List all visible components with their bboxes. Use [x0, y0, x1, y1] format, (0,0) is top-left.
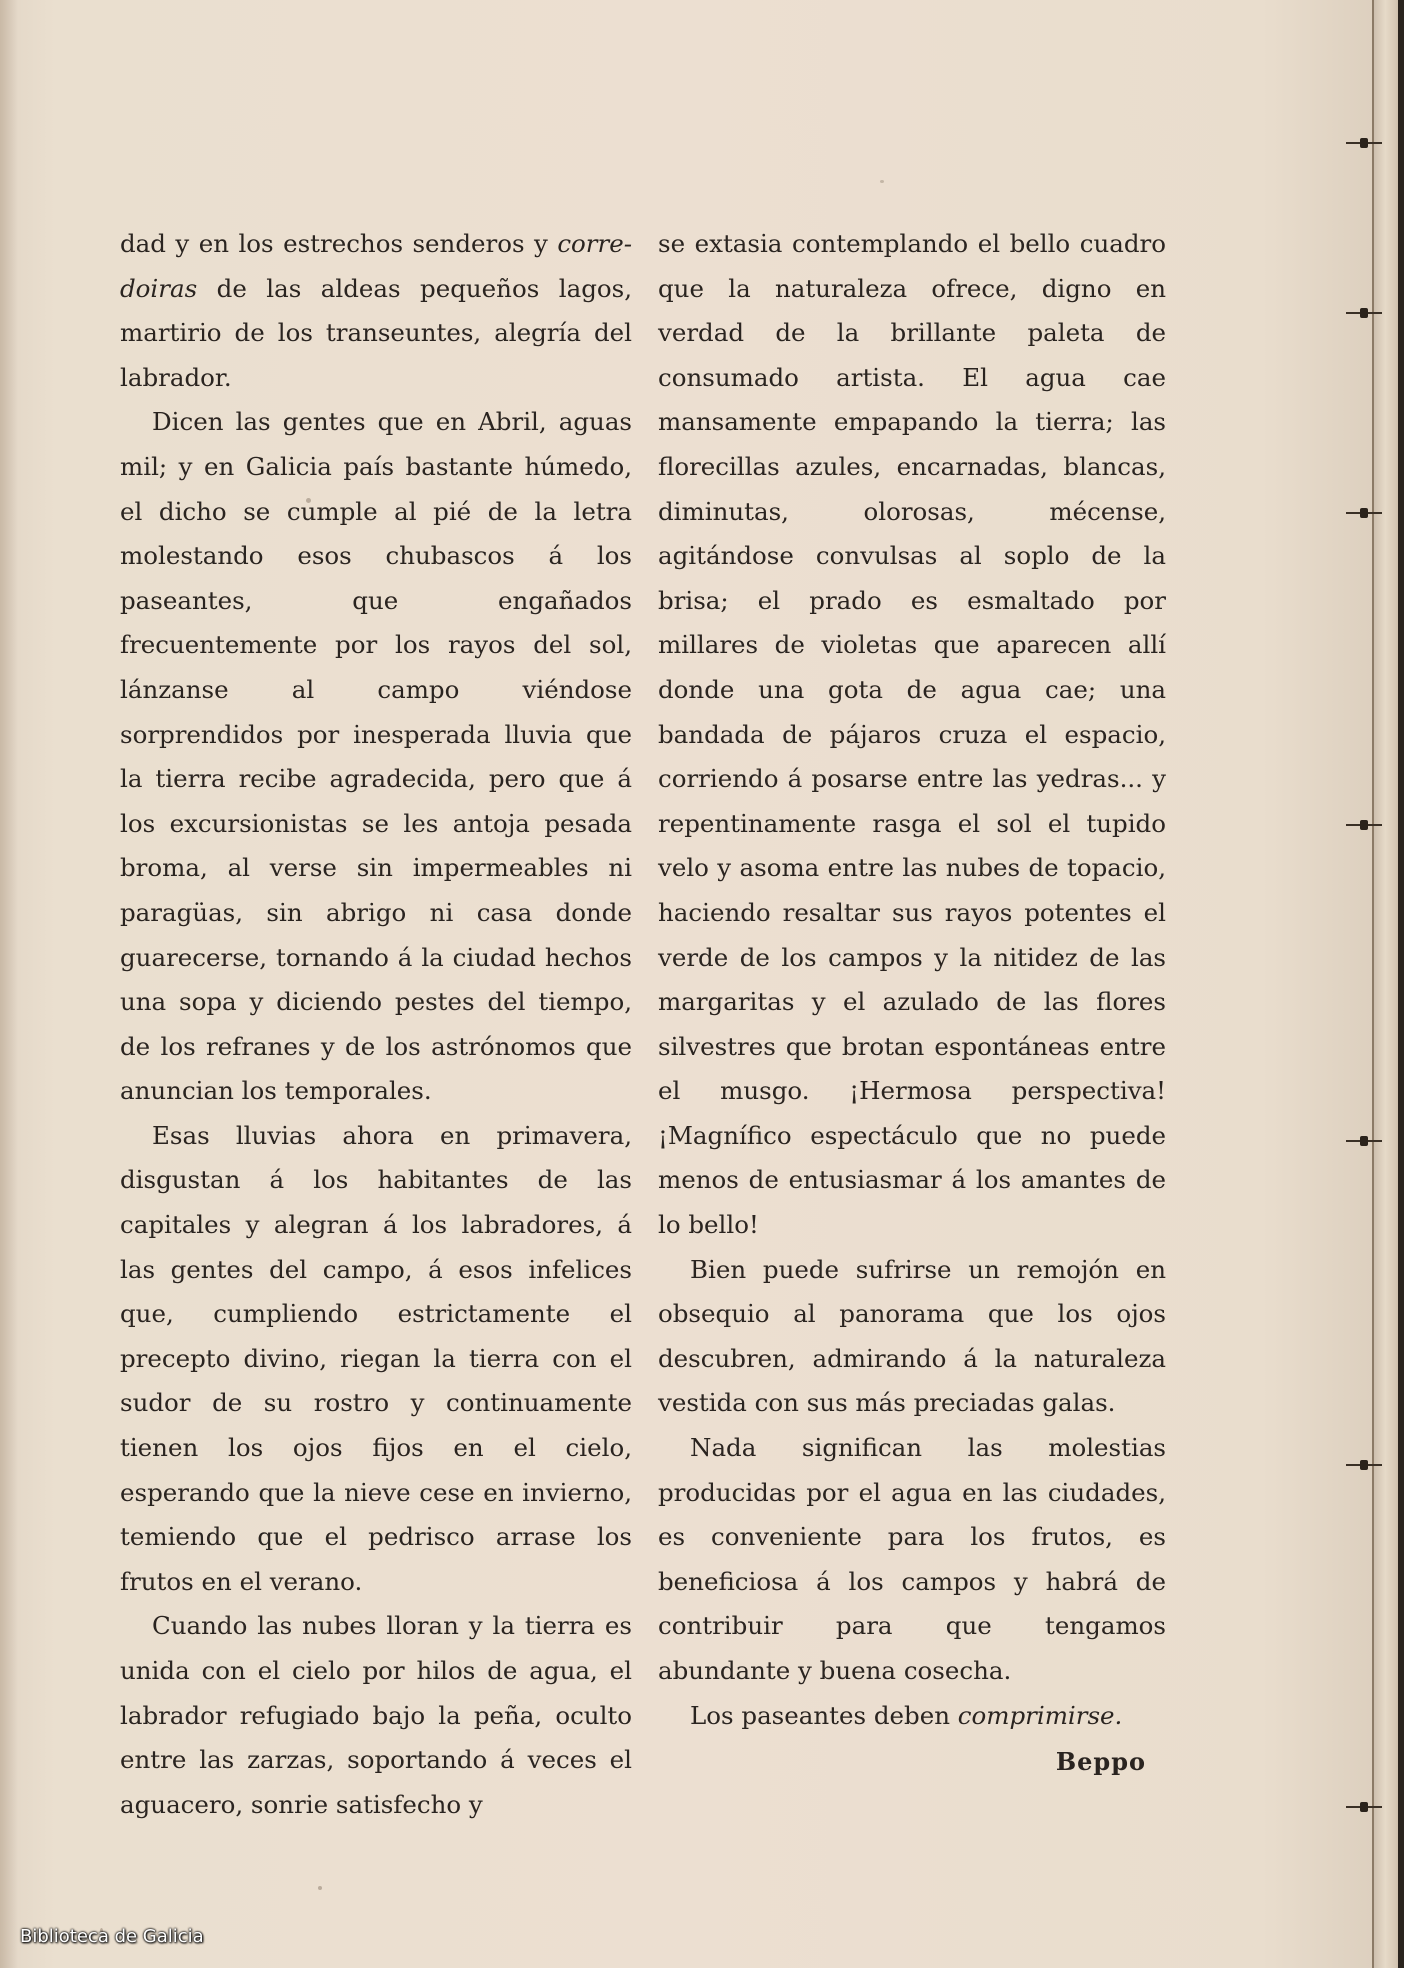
right-p4-text: Los paseantes deben [690, 1700, 958, 1730]
paper-speck [880, 180, 884, 183]
page-edge-shadow [0, 0, 18, 1968]
binding-edge [1398, 0, 1404, 1968]
left-text-column [120, 222, 632, 1827]
left-p1-text: dad y en los estrechos senderos y [120, 229, 558, 258]
left-paragraph-3: Esas lluvias ahora en primavera, disgustan á los habitantes de las capitales y alegran á los labradores, á las gentes del campo, á esos infelices que, cumpliendo estrictamente el precepto divino, riegan la tierra con el sudor de su rostro y continuamente tienen los ojos fijos en el cielo, esperando que la nieve cese en invierno, temiendo que el pedrisco arrase los frutos en el verano. [120, 1120, 632, 1596]
left-p1-text-end: de las aldeas pequeños lagos, martirio de los transeuntes, alegría del labrador. [120, 273, 632, 392]
left-p1-italic: corre-doiras [120, 229, 632, 303]
binding-stitch [1346, 306, 1382, 320]
binding-stitch [1346, 506, 1382, 520]
paper-speck [318, 1886, 322, 1890]
author-signature: Beppo [1055, 1747, 1146, 1777]
left-paragraph-4: Cuando las nubes lloran y la tierra es unida con el cielo por hilos de agua, el labrador refugiado bajo la peña, oculto entre las zarzas, soportando á veces el aguacero, sonrie satisfecho y [120, 1611, 632, 1819]
right-paragraph-3: Nada significan las molestias producidas por el agua en las ciudades, es conveniente para los frutos, es beneficiosa á los campos y habrá de contribuir para que tengamos abundante y buena cosecha. [658, 1433, 1166, 1685]
right-paragraph-4 [658, 1694, 1166, 1739]
binding-stitch [1346, 818, 1382, 832]
binding-stitch [1346, 1134, 1382, 1148]
left-paragraph-2: Dicen las gentes que en Abril, aguas mil; y en Galicia país bastante húmedo, el dicho se cumple al pié de la letra molestando esos chubascos á los paseantes, que engañados frecuentemente por los rayos del sol, lánzanse al campo viéndose sorprendidos por inesperada lluvia que la tierra recibe agradecida, pero que á los excursionistas se les antoja pesada broma, al verse sin impermeables ni paragüas, sin abrigo ni casa donde guarecerse, tornando á la ciudad hechos una sopa y diciendo pestes del tiempo, de los refranes y de los astrónomos que anuncian los temporales. [120, 407, 632, 1106]
library-watermark: Biblioteca de Galicia [20, 1926, 204, 1947]
binding-stitch [1346, 136, 1382, 150]
binding-stitch [1346, 1800, 1382, 1814]
right-paragraph-2: Bien puede sufrirse un remojón en obsequio al panorama que los ojos descubren, admirando á la naturaleza vestida con sus más preciadas galas. [658, 1254, 1166, 1418]
left-paragraph-1 [120, 222, 632, 400]
right-p4-italic: comprimirse. [957, 1700, 1123, 1730]
right-text-column [658, 222, 1166, 1785]
right-paragraph-1: se extasia contemplando el bello cuadro que la naturaleza ofrece, digno en verdad de la brillante paleta de consumado artista. El agua cae mansamente empapando la tierra; las florecillas azules, encarnadas, blancas, diminutas, olorosas, mécense, agitándose convulsas al soplo de la brisa; el prado es esmaltado por millares de violetas que aparecen allí donde una gota de agua cae; una bandada de pájaros cruza el espacio, corriendo á posarse entre las yedras... y repentinamente rasga el sol el tupido velo y asoma entre las nubes de topacio, haciendo resaltar sus rayos potentes el verde de los campos y la nitidez de las margaritas y el azulado de las flores silvestres que brotan espontáneas entre el musgo. ¡Hermosa perspectiva! ¡Magnífico espectáculo que no puede menos de entusiasmar á los amantes de lo bello! [658, 229, 1166, 1240]
binding-stitch [1346, 1458, 1382, 1472]
